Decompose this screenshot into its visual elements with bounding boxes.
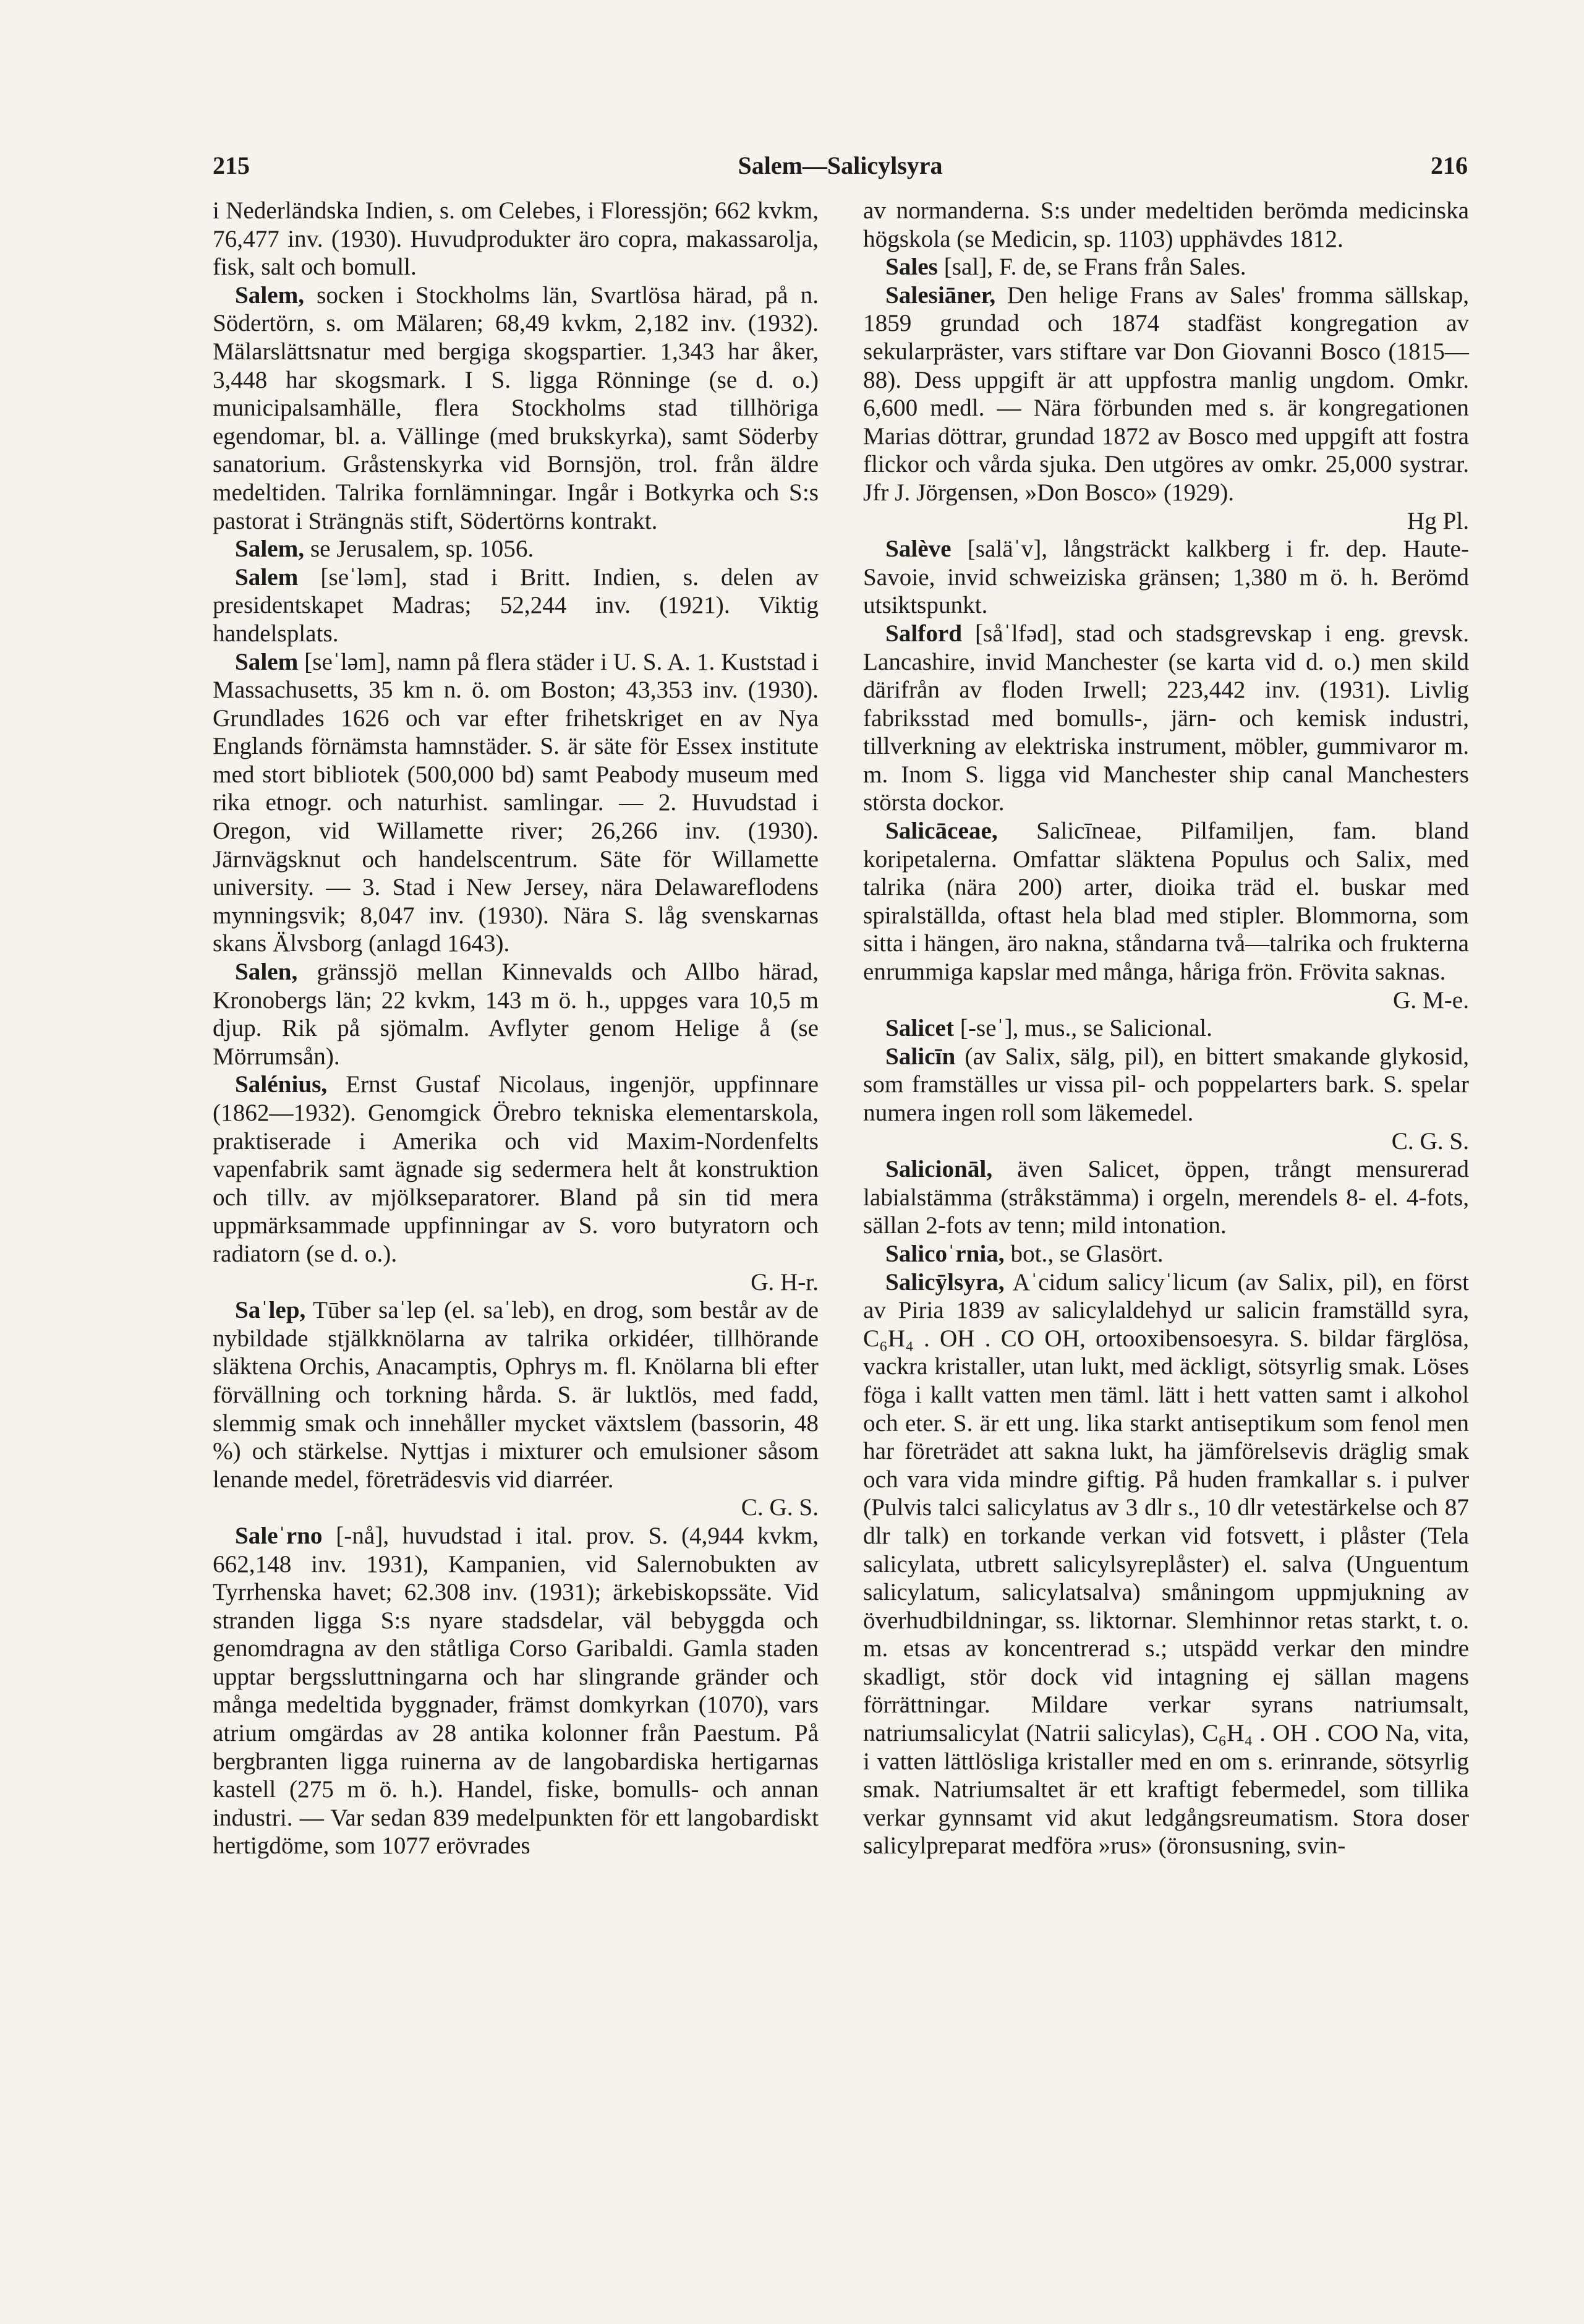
author-signature: C. G. S. xyxy=(741,1494,819,1521)
article-entry xyxy=(213,1296,819,1522)
article-text: gränssjö mellan Kinnevalds och Allbo härad, Kronobergs län; 22 kvkm, 143 m ö. h., uppges vara 10,5 m djup. Rik på sjömalm. Avflyter genom Helige å (se Mörrumsån). xyxy=(213,959,819,1070)
headword: Salève xyxy=(885,536,952,563)
headword: Salem, xyxy=(235,536,305,563)
headword: Salénius, xyxy=(235,1071,328,1098)
article-entry xyxy=(213,535,819,563)
article-entry xyxy=(863,535,1469,620)
headword: Salem, xyxy=(235,281,305,309)
headword: Saleˈrno xyxy=(235,1522,323,1549)
article-text: socken i Stockholms län, Svartlösa härad, på n. Södertörn, s. om Mälaren; 68,49 kvkm, 2,182 inv. (1932). Mälarslättsnatur med bergiga skogspartier. 1,343 har åker, 3,448 har skogsmark. I S. ligga Rönninge (se d. o.) municipalsamhälle, flera Stockholms stad tillhöriga egendomar, bl. a. Vällinge (med brukskyrka), samt Söderby sanatorium. Gråstenskyrka vid Bornsjön, trol. från äldre medeltiden. Talrika fornlämningar. Ingår i Botkyrka och S:s pastorat i Strängnäs stift, Södertörns kontrakt. xyxy=(213,281,819,534)
page-header xyxy=(213,151,1468,188)
article-entry xyxy=(863,197,1469,253)
author-signature: C. G. S. xyxy=(1391,1127,1469,1155)
right-column xyxy=(863,197,1469,1860)
article-entry xyxy=(863,1043,1469,1155)
article-entry xyxy=(863,1268,1469,1860)
headword: Salesiāner, xyxy=(885,281,996,309)
article-text: [seˈləm], stad i Britt. Indien, s. delen av presidentskapet Madras; 52,244 inv. (1921). Viktig handelsplats. xyxy=(213,563,819,647)
headword: Salen, xyxy=(235,959,298,986)
article-text: Ernst Gustaf Nicolaus, ingenjör, uppfinnare (1862—1932). Genomgick Örebro tekniska elementarskola, praktiserade i Amerika och vid Maxim-Nordenfelts vapenfabrik samt ägnade sig sedermera helt åt konstruktion och tillv. av mjölkseparatorer. Bland på sin tid mera uppmärksammade uppfinningar av S. voro butyratorn och radiatorn (se d. o.). xyxy=(213,1071,819,1267)
article-entry xyxy=(213,197,819,281)
author-signature: G. M-e. xyxy=(1393,986,1469,1014)
running-title: Salem—Salicylsyra xyxy=(738,152,943,179)
article-entry xyxy=(863,817,1469,1014)
article-entry xyxy=(213,1522,819,1860)
article-text: Tūber saˈlep (el. saˈleb), en drog, som består av de nybildade stjälkknölarna av talrika orkidéer, tillhörande släktena Orchis, Anacamptis, Ophrys m. fl. Knölarna bli efter förvällning och torkning hårda. S. är luktlös, med fadd, slemmig smak och innehåller mycket växtslem (bassorin, 48 %) och stärkelse. Nyttjas i mixturer och emulsioner såsom lenande medel, företrädesvis vid diarréer. xyxy=(213,1297,819,1493)
author-signature: G. H-r. xyxy=(751,1268,819,1296)
article-text: [seˈləm], namn på flera städer i U. S. A. 1. Kuststad i Massachusetts, 35 km n. ö. om Boston; 43,353 inv. (1930). Grundlades 1626 och var efter frihetskriget en av Nya Englands förnämsta hamnstäder. S. är säte för Essex institute med stort bibliotek (500,000 bd) samt Peabody museum med rika etnogr. och naturhist. samlingar. — 2. Huvudstad i Oregon, vid Willamette river; 26,266 inv. (1930). Järnvägsknut och handelscentrum. Säte för Willamette university. — 3. Stad i New Jersey, nära Delawareflodens mynningsvik; 8,047 inv. (1930). Nära S. låg svenskarnas skans Älvsborg (anlagd 1643). xyxy=(213,648,819,957)
article-entry xyxy=(863,281,1469,535)
headword: Salicet xyxy=(885,1015,954,1042)
article-entry xyxy=(213,281,819,535)
article-text: se Jerusalem, sp. 1056. xyxy=(304,536,534,563)
article-text: (av Salix, sälg, pil), en bittert smakande glykosid, som framställes ur vissa pil- och poppelarters bark. S. spelar numera ingen roll som läkemedel. xyxy=(863,1043,1469,1126)
article-text: [saläˈv], långsträckt kalkberg i fr. dep. Haute-Savoie, invid schweiziska gränsen; 1,380 m ö. h. Berömd utsiktspunkt. xyxy=(863,536,1469,619)
article-text: [-seˈ], mus., se Salicional. xyxy=(954,1015,1212,1042)
article-entry xyxy=(213,563,819,648)
article-text: Salicīneae, Pilfamiljen, fam. bland koripetalerna. Omfattar släktena Populus och Salix, med talrika (nära 200) arter, dioika träd el. buskar med spiralställda, oftast hela blad med stipler. Blommorna, som sitta i hängen, äro nakna, ståndarna två—talrika och frukterna enrummiga kapslar med många, håriga frön. Frövita saknas. xyxy=(863,818,1469,986)
headword: Saˈlep, xyxy=(235,1297,306,1324)
headword: Salicoˈrnia, xyxy=(885,1240,1005,1267)
headword: Salicīn xyxy=(885,1043,956,1070)
article-entry xyxy=(213,648,819,959)
page-number-right: 216 xyxy=(1431,152,1468,179)
article-text: [sal], F. de, se Frans från Sales. xyxy=(937,254,1246,281)
article-text: Den helige Frans av Sales' fromma sällskap, 1859 grundad och 1874 stadfäst kongregation av sekularpräster, vars stiftare var Don Giovanni Bosco (1815—88). Dess uppgift är att uppfostra manlig ungdom. Omkr. 6,600 medl. — Nära förbunden med s. är kongregationen Marias döttrar, grundad 1872 av Bosco med uppgift att fostra flickor och vårda sjuka. Den utgöres av omkr. 25,000 systrar. Jfr J. Jörgensen, »Don Bosco» (1929). xyxy=(863,281,1469,506)
headword: Salford xyxy=(885,620,963,647)
article-text: av normanderna. S:s under medeltiden berömda medicinska högskola (se Medicin, sp. 1103) upphävdes 1812. xyxy=(863,197,1469,252)
article-entry xyxy=(863,1014,1469,1043)
article-text: [-nå], huvudstad i ital. prov. S. (4,944 kvkm, 662,148 inv. 1931), Kampanien, vid Salernobukten av Tyrrhenska havet; 62.308 inv. (1931); ärkebiskopssäte. Vid stranden ligga S:s nyare stadsdelar, väl bebyggda och genomdragna av den ståtliga Corso Garibaldi. Gamla staden upptar bergssluttningarna och har slingrande gränder och många medeltida byggnader, främst domkyrkan (1070), vars atrium omgärdas av 28 antika kolonner från Paestum. På bergbranten ligga ruinerna av de langobardiska hertigarnas kastell (275 m ö. h.). Handel, fiske, bomulls- och annan industri. — Var sedan 839 medelpunkten för ett langobardiskt hertigdöme, som 1077 erövrades xyxy=(213,1522,819,1860)
headword: Salem xyxy=(235,648,299,675)
headword: Salem xyxy=(235,563,299,591)
article-text: i Nederländska Indien, s. om Celebes, i Floressjön; 662 kvkm, 76,477 inv. (1930). Huvudprodukter äro copra, makassarolja, fisk, salt och bomull. xyxy=(213,197,819,281)
article-entry xyxy=(863,253,1469,281)
article-entry xyxy=(863,1240,1469,1268)
article-entry xyxy=(863,1155,1469,1240)
page-number-left: 215 xyxy=(213,152,250,179)
article-entry xyxy=(213,958,819,1070)
author-signature: Hg Pl. xyxy=(1407,507,1469,534)
headword: Salicȳlsyra, xyxy=(885,1268,1005,1296)
headword: Sales xyxy=(885,254,938,281)
headword: Salicāceae, xyxy=(885,818,998,845)
article-entry xyxy=(863,620,1469,817)
headword: Salicionāl, xyxy=(885,1156,993,1183)
left-column xyxy=(213,197,819,1860)
article-text: Aˈcidum salicyˈlicum (av Salix, pil), en först av Piria 1839 av salicylaldehyd ur salicin framställd syra, C₆H₄ . OH . CO OH, ortooxibensoesyra. S. bildar färglösa, vackra kristaller, utan lukt, med äckligt, sötsyrlig smak. Löses föga i kallt vatten men täml. lätt i hett vatten samt i alkohol och eter. S. är ett ung. lika starkt antiseptikum som fenol men har företrädet att sakna lukt, ha jämförelsevis dräglig smak och vara vida mindre giftig. På huden framkallar s. i pulver (Pulvis talci salicylatus av 3 dlr s., 10 dlr vetestärkelse och 87 dlr talk) en torkande verkan vid fotsvett, i plåster (Tela salicylata, utbrett salicylsyreplåster) el. salva (Unguentum salicylatum, salicylatsalva) småningom uppmjukning av överhudbildningar, ss. liktornar. Slemhinnor retas starkt, t. o. m. etsas av koncentrerad s.; utspädd verkar den mindre skadligt, stör dock vid intagning ej sällan magens förrättningar. Mildare verkar syrans natriumsalt, natriumsalicylat (Natrii salicylas), C₆H₄ . OH . COO Na, vita, i vatten lättlösliga kristaller med en om s. erinrande, sötsyrlig smak. Natriumsaltet är ett kraftigt febermedel, som tillika verkar gynnsamt vid akut ledgångsreumatism. Stora doser salicylpreparat medföra »rus» (öronsusning, svin- xyxy=(863,1268,1469,1860)
article-text: [såˈlfəd], stad och stadsgrevskap i eng. grevsk. Lancashire, invid Manchester (se karta vid d. o.) men skild därifrån av floden Irwell; 223,442 inv. (1931). Livlig fabriksstad med bomulls-, järn- och kemisk industri, tillverkning av elektriska instrument, möbler, gummivaror m. m. Inom S. ligga vid Manchester ship canal Manchesters största dockor. xyxy=(863,620,1469,816)
article-entry xyxy=(213,1070,819,1296)
article-text: bot., se Glasört. xyxy=(1004,1240,1164,1267)
article-text: även Salicet, öppen, trångt mensurerad labialstämma (stråkstämma) i orgeln, merendels 8- el. 4-fots, sällan 2-fots av tenn; mild intonation. xyxy=(863,1156,1469,1239)
